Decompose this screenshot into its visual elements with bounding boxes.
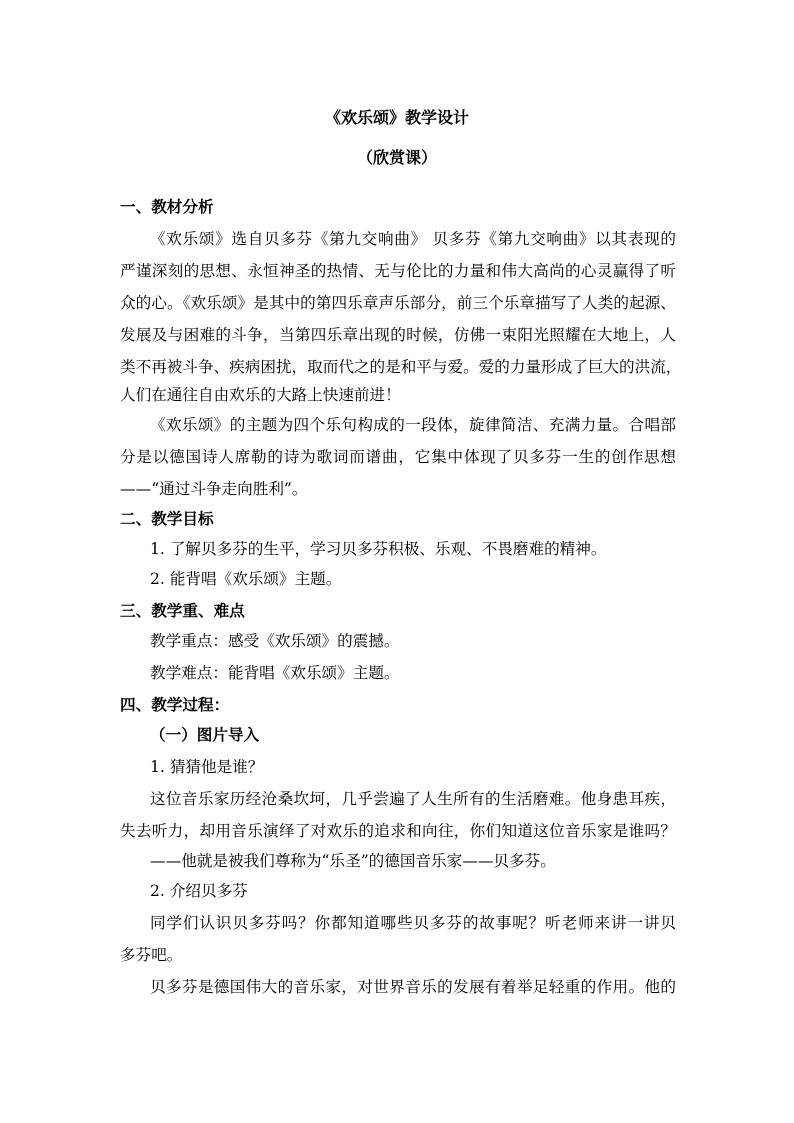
paragraph-line: 《欢乐颂》的主题为四个乐句构成的一段体，旋律简洁、充满力量。合唱部 <box>150 416 676 434</box>
paragraph-line: 发展及与困难的斗争，当第四乐章出现的时候，仿佛一束阳光照耀在大地上，人 <box>120 326 676 344</box>
paragraph-line: 严谨深刻的思想、永恒神圣的热情、无与伦比的力量和伟大高尚的心灵赢得了听 <box>120 262 676 280</box>
list-item: 1. 猜猜他是谁？ <box>150 758 264 776</box>
paragraph-line: 分是以德国诗人席勒的诗为歌词而谱曲，它集中体现了贝多芬一生的创作思想 <box>120 448 676 466</box>
paragraph-line: 类不再被斗争、疾病困扰，取而代之的是和平与爱。爱的力量形成了巨大的洪流， <box>120 358 682 376</box>
paragraph-line: 教学重点：感受《欢乐颂》的震撼。 <box>150 632 400 650</box>
paragraph-line: 这位音乐家历经沧桑坎坷，几乎尝遍了人生所有的生活磨难。他身患耳疾， <box>150 790 676 808</box>
list-item: 2. 能背唱《欢乐颂》主题。 <box>150 570 342 588</box>
document-title: 《欢乐颂》教学设计 <box>324 108 469 127</box>
list-item: 1. 了解贝多芬的生平，学习贝多芬积极、乐观、不畏磨难的精神。 <box>150 540 607 558</box>
paragraph-line: 教学难点：能背唱《欢乐颂》主题。 <box>150 664 400 682</box>
paragraph-line: ——他就是被我们尊称为“乐圣”的德国音乐家——贝多芬。 <box>150 852 556 870</box>
paragraph-line: 贝多芬是德国伟大的音乐家，对世界音乐的发展有着举足轻重的作用。他的 <box>150 978 676 996</box>
paragraph-line: 同学们认识贝多芬吗？你都知道哪些贝多芬的故事呢？听老师来讲一讲贝 <box>150 914 676 932</box>
list-item: 2. 介绍贝多芬 <box>150 882 248 900</box>
section-heading-materials: 一、教材分析 <box>120 197 214 216</box>
section-heading-key-points: 三、教学重、难点 <box>120 601 245 620</box>
paragraph-line: ——“通过斗争走向胜利”。 <box>120 480 308 498</box>
paragraph-line: 失去听力，却用音乐演绎了对欢乐的追求和向往，你们知道这位音乐家是谁吗？ <box>120 822 676 840</box>
document-subtitle: （欣赏课） <box>356 148 437 167</box>
section-heading-process: 四、教学过程： <box>120 695 230 714</box>
section-heading-goals: 二、教学目标 <box>120 509 214 528</box>
paragraph-line: 人们在通往自由欢乐的大路上快速前进！ <box>120 386 401 404</box>
paragraph-line: 众的心。《欢乐颂》是其中的第四乐章声乐部分，前三个乐章描写了人类的起源、 <box>120 294 676 312</box>
paragraph-line: 《欢乐颂》选自贝多芬《第九交响曲》 贝多芬《第九交响曲》以其表现的 <box>150 230 676 248</box>
subsection-heading: （一）图片导入 <box>150 725 260 744</box>
paragraph-line: 多芬吧。 <box>120 946 183 964</box>
